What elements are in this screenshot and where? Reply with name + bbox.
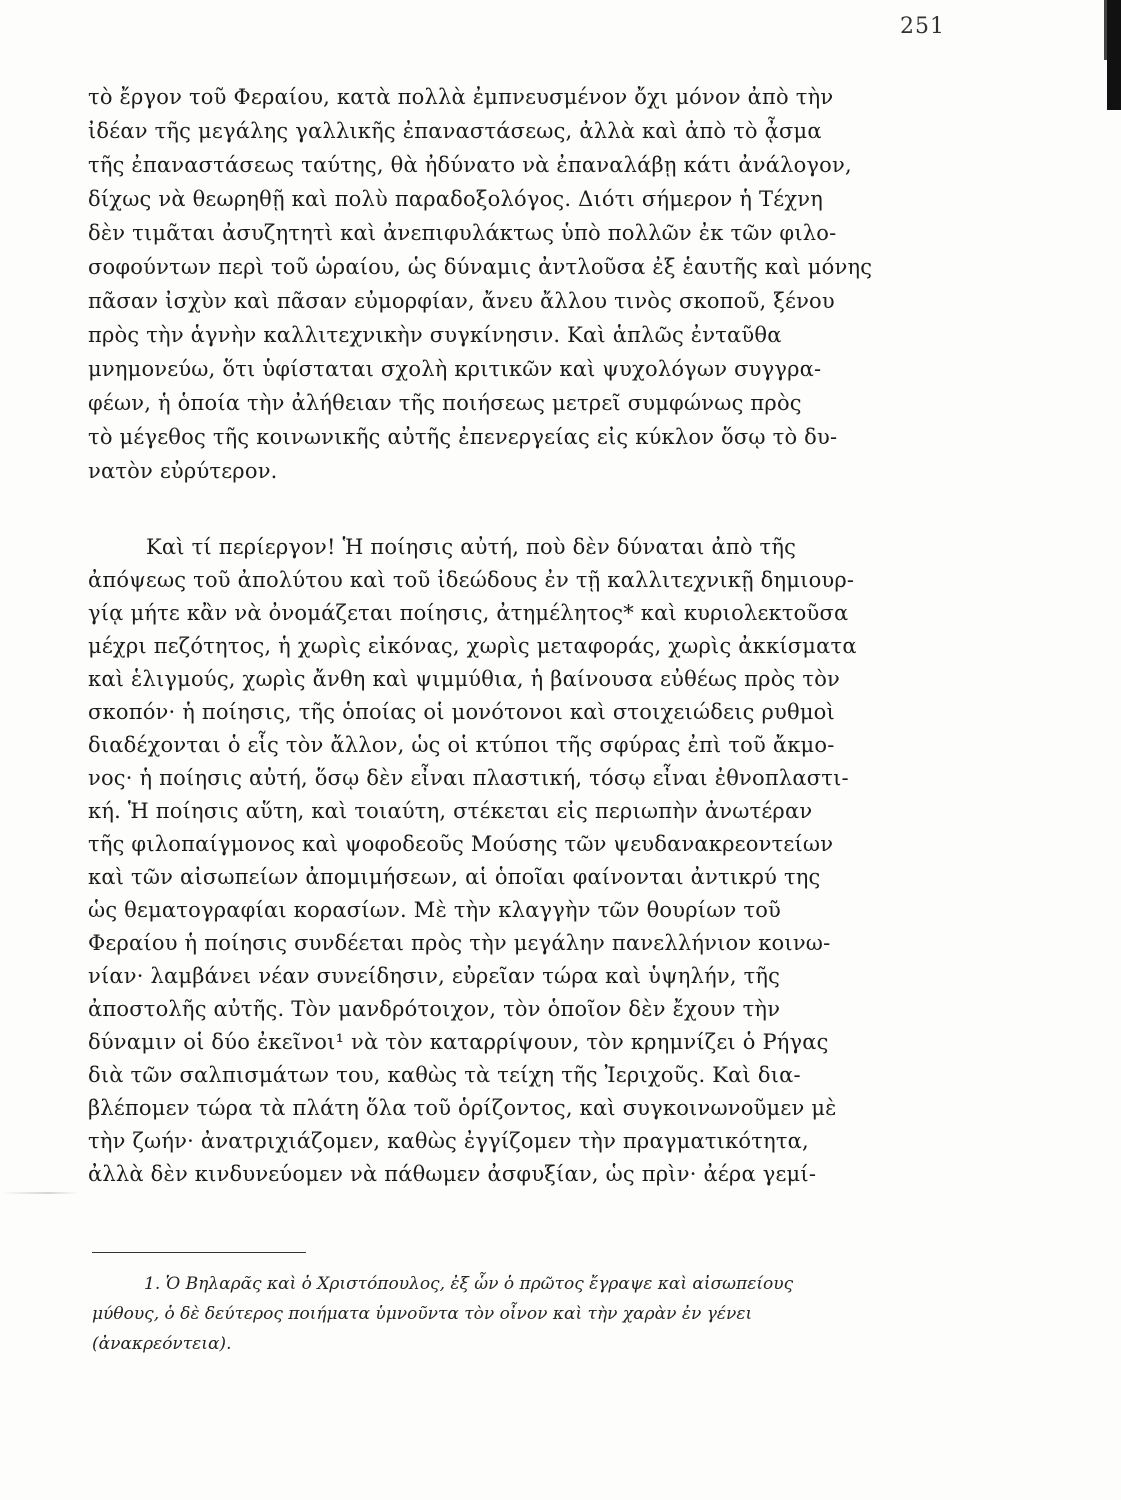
- text-line: φέων, ἡ ὁποία τὴν ἀλήθειαν τῆς ποιήσεως μετρεῖ συμφώνως πρὸς: [88, 391, 802, 415]
- text-line: ἀποστολῆς αὐτῆς. Τὸν μανδρότοιχον, τὸν ὁποῖον δὲν ἔχουν τὴν: [88, 997, 781, 1021]
- text-line: πᾶσαν ἰσχὺν καὶ πᾶσαν εὐμορφίαν, ἄνευ ἄλλου τινὸς σκοποῦ, ξένου: [88, 289, 835, 313]
- footnote-line: (ἀνακρεόντεια).: [92, 1334, 232, 1354]
- text-line: βλέπομεν τώρα τὰ πλάτη ὅλα τοῦ ὁρίζοντος, καὶ συγκοινωνοῦμεν μὲ: [88, 1096, 837, 1120]
- text-line: νος· ἡ ποίησις αὐτή, ὅσῳ δὲν εἶναι πλαστική, τόσῳ εἶναι ἐθνοπλαστι-: [88, 766, 849, 790]
- text-line: δὲν τιμᾶται ἀσυζητητὶ καὶ ἀνεπιφυλάκτως ὑπὸ πολλῶν ἐκ τῶν φιλο-: [88, 221, 837, 245]
- text-line: καὶ τῶν αἰσωπείων ἀπομιμήσεων, αἱ ὁποῖαι φαίνονται ἀντικρύ της: [88, 865, 821, 889]
- scan-mark: [0, 1192, 80, 1194]
- text-line: γίᾳ μήτε κἂν νὰ ὀνομάζεται ποίησις, ἀτημέλητος* καὶ κυριολεκτοῦσα: [88, 601, 849, 625]
- text-line: κή. Ἡ ποίησις αὕτη, καὶ τοιαύτη, στέκεται εἰς περιωπὴν ἀνωτέραν: [88, 799, 813, 823]
- text-line: Φεραίου ἡ ποίησις συνδέεται πρὸς τὴν μεγάλην πανελλήνιον κοινω-: [88, 931, 831, 955]
- footnote-line: μύθους, ὁ δὲ δεύτερος ποιήματα ὑμνοῦντα τὸν οἶνον καὶ τὴν χαρὰν ἐν γένει: [92, 1304, 753, 1324]
- text-line: νίαν· λαμβάνει νέαν συνείδησιν, εὐρεῖαν τώρα καὶ ὑψηλήν, τῆς: [88, 964, 781, 988]
- footnote-line: 1. Ὁ Βηλαρᾶς καὶ ὁ Χριστόπουλος, ἐξ ὧν ὁ πρῶτος ἔγραψε καὶ αἰσωπείους: [144, 1274, 794, 1294]
- text-line: τὸ ἔργον τοῦ Φεραίου, κατὰ πολλὰ ἐμπνευσμένον ὄχι μόνον ἀπὸ τὴν: [88, 85, 834, 109]
- text-line: τῆς ἐπαναστάσεως ταύτης, θὰ ἠδύνατο νὰ ἐπαναλάβῃ κάτι ἀνάλογον,: [88, 153, 852, 177]
- text-line: τῆς φιλοπαίγμονος καὶ ψοφοδεοῦς Μούσης τῶν ψευδανακρεοντείων: [88, 832, 834, 856]
- text-line: διαδέχονται ὁ εἷς τὸν ἄλλον, ὡς οἱ κτύποι τῆς σφύρας ἐπὶ τοῦ ἄκμο-: [88, 733, 835, 757]
- text-line: ἀλλὰ δὲν κινδυνεύομεν νὰ πάθωμεν ἀσφυξίαν, ὡς πρὶν· ἀέρα γεμί-: [88, 1162, 817, 1186]
- text-line: ἀπόψεως τοῦ ἀπολύτου καὶ τοῦ ἰδεώδους ἐν τῇ καλλιτεχνικῇ δημιουρ-: [88, 568, 855, 592]
- text-line: ἰδέαν τῆς μεγάλης γαλλικῆς ἐπαναστάσεως, ἀλλὰ καὶ ἀπὸ τὸ ᾆσμα: [88, 119, 822, 143]
- footnote-rule: [92, 1252, 306, 1253]
- text-line: ὡς θεματογραφίαι κορασίων. Μὲ τὴν κλαγγὴν τῶν θουρίων τοῦ: [88, 898, 782, 922]
- text-line: σοφούντων περὶ τοῦ ὡραίου, ὡς δύναμις ἀντλοῦσα ἐξ ἑαυτῆς καὶ μόνης: [88, 255, 873, 279]
- text-line: σκοπόν· ἡ ποίησις, τῆς ὁποίας οἱ μονότονοι καὶ στοιχειώδεις ρυθμοὶ: [88, 700, 835, 724]
- text-line: Καὶ τί περίεργον! Ἡ ποίησις αὐτή, ποὺ δὲν δύναται ἀπὸ τῆς: [146, 535, 797, 559]
- text-line: δίχως νὰ θεωρηθῇ καὶ πολὺ παραδοξολόγος. Διότι σήμερον ἡ Τέχνη: [88, 187, 823, 211]
- text-line: τὴν ζωήν· ἀνατριχιάζομεν, καθὼς ἐγγίζομεν τὴν πραγματικότητα,: [88, 1129, 809, 1153]
- text-line: μνημονεύω, ὅτι ὑφίσταται σχολὴ κριτικῶν καὶ ψυχολόγων συγγρα-: [88, 357, 822, 381]
- text-line: μέχρι πεζότητος, ἡ χωρὶς εἰκόνας, χωρὶς μεταφοράς, χωρὶς ἀκκίσματα: [88, 634, 857, 658]
- text-line: δύναμιν οἱ δύο ἐκεῖνοι¹ νὰ τὸν καταρρίψουν, τὸν κρημνίζει ὁ Ρήγας: [88, 1030, 829, 1054]
- text-line: πρὸς τὴν ἁγνὴν καλλιτεχνικὴν συγκίνησιν. Καὶ ἁπλῶς ἐνταῦθα: [88, 323, 782, 347]
- text-line: καὶ ἑλιγμούς, χωρὶς ἄνθη καὶ ψιμμύθια, ἡ βαίνουσα εὐθέως πρὸς τὸν: [88, 667, 841, 691]
- page-number: 251: [900, 14, 945, 39]
- scan-edge-shadow-inner: [1104, 0, 1107, 60]
- text-line: διὰ τῶν σαλπισμάτων του, καθὼς τὰ τείχη τῆς Ἰεριχοῦς. Καὶ δια-: [88, 1063, 801, 1087]
- scan-edge-shadow: [1107, 0, 1121, 110]
- text-line: τὸ μέγεθος τῆς κοινωνικῆς αὐτῆς ἐπενεργείας εἰς κύκλον ὅσῳ τὸ δυ-: [88, 425, 838, 449]
- text-line: νατὸν εὐρύτερον.: [88, 459, 278, 483]
